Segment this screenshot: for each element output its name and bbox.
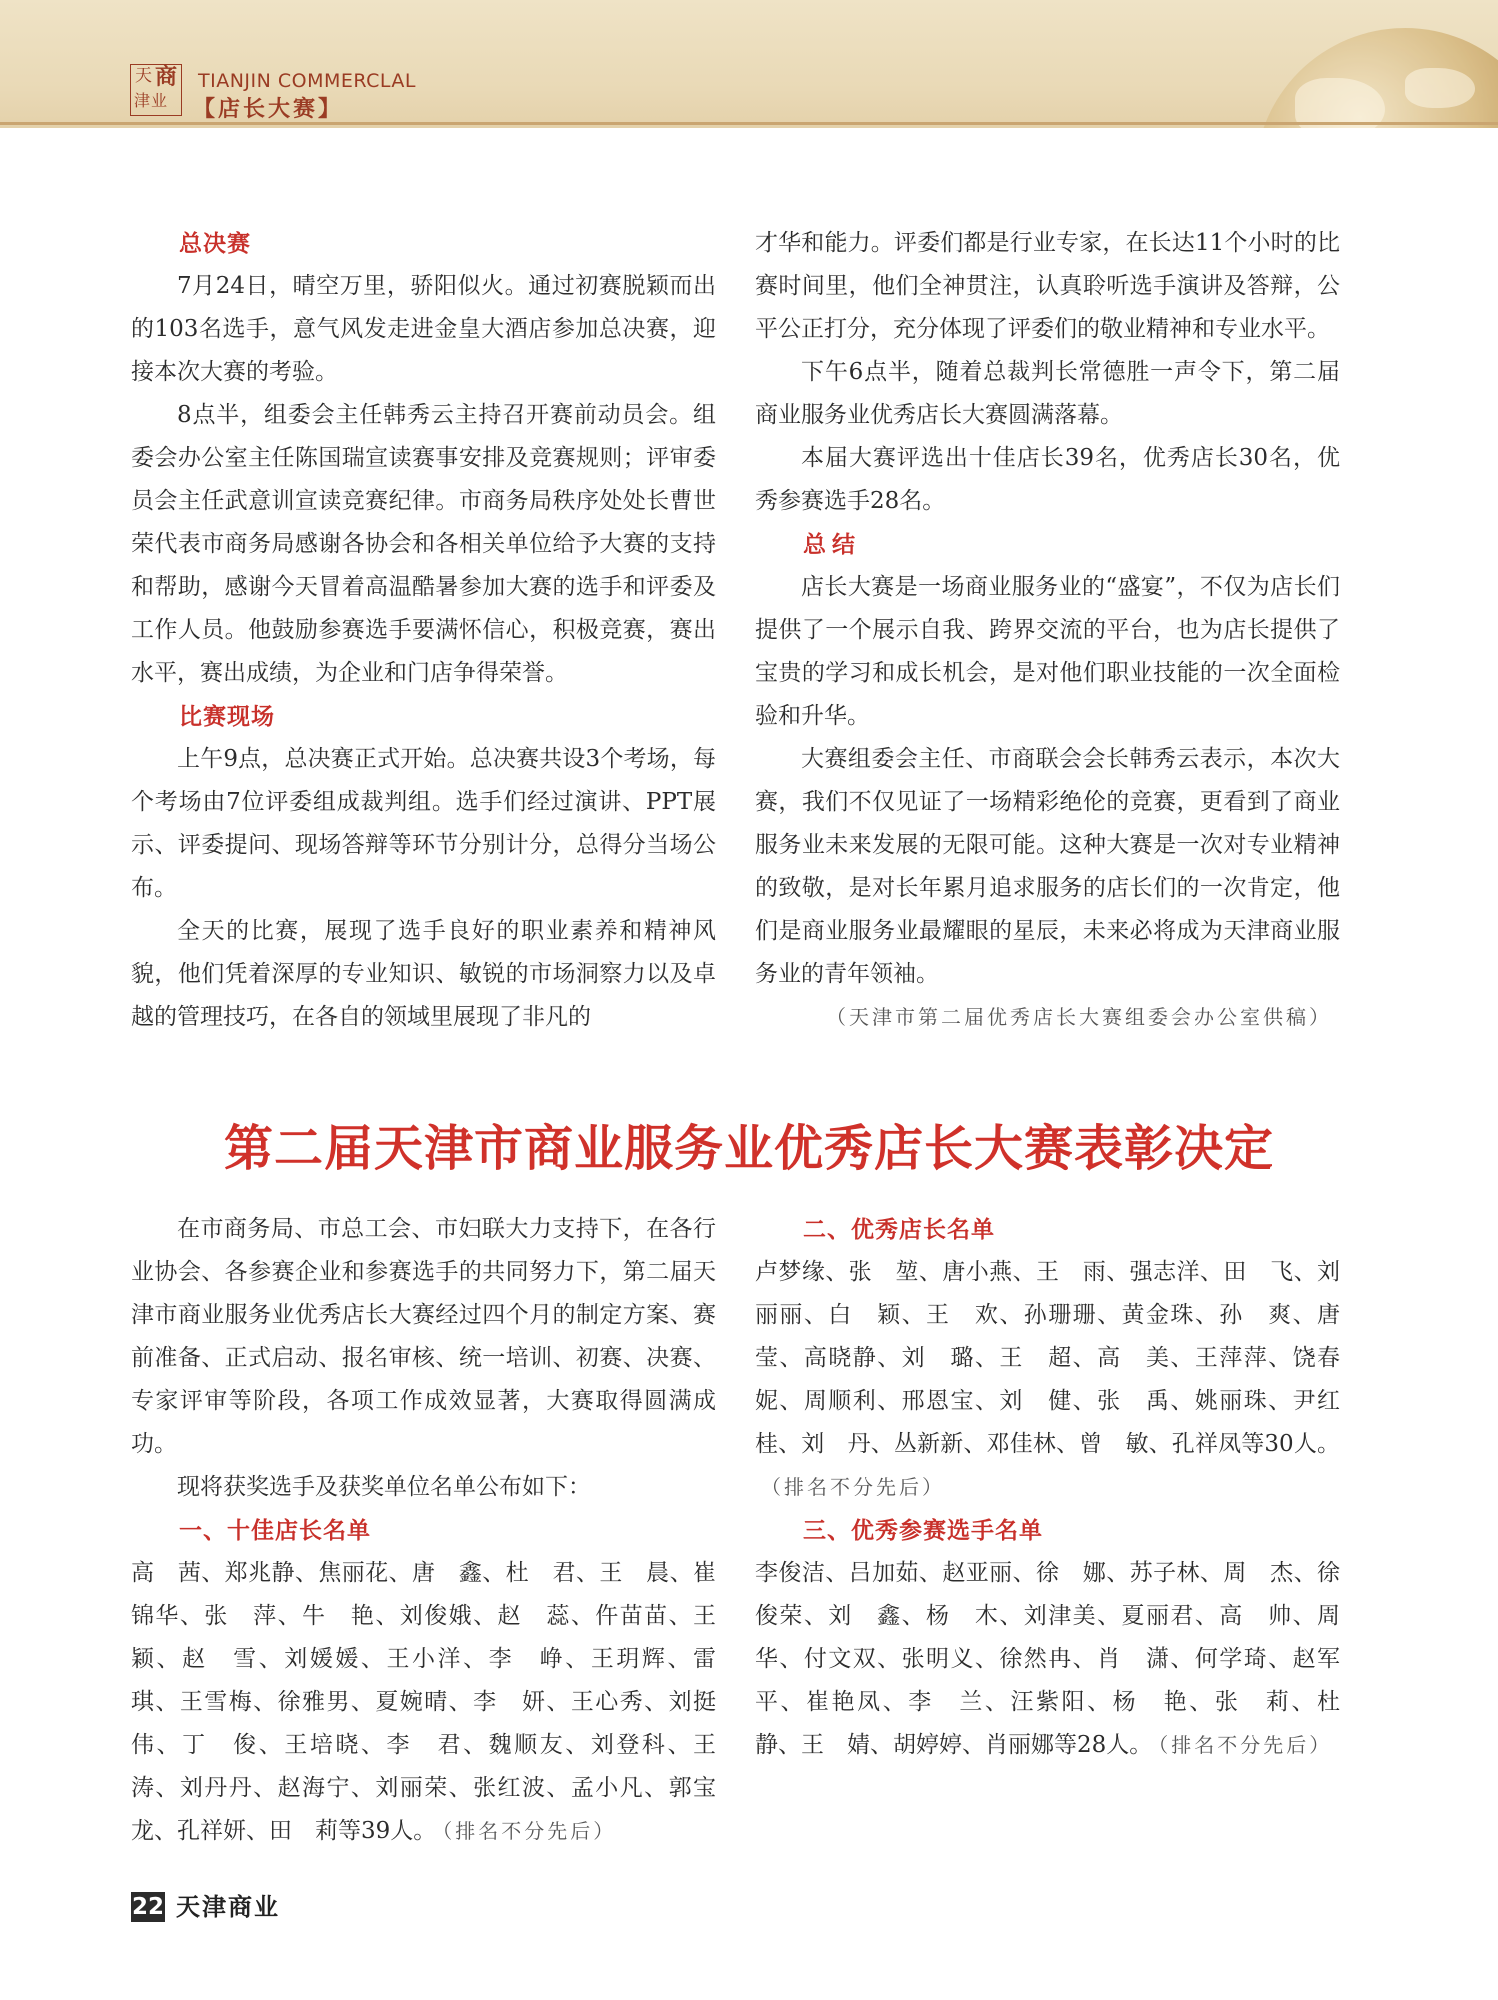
section2-note: （排名不分先后） [761,1475,945,1499]
paragraph: 上午9点，总决赛正式开始。总决赛共设3个考场，每个考场由7位评委组成裁判组。选手们经过演讲、PPT展示、评委提问、现场答辩等环节分别计分，总得分当场公布。 [131,746,716,901]
section1-names [131,1552,739,1853]
paragraph: 大赛组委会主任、市商联会会长韩秀云表示，本次大赛，我们不仅见证了一场精彩绝伦的竞赛，更看到了商业服务业未来发展的无限可能。这种大赛是一次对专业精神的致敬，是对长年累月追求服务的店长们的一次肯定，他们是商业服务业最耀眼的星辰，未来必将成为天津商业服务业的青年领袖。 [755,746,1340,987]
paragraph: 7月24日，晴空万里，骄阳似火。通过初赛脱颖而出的103名选手，意气风发走进金皇大酒店参加总决赛，迎接本次大赛的考验。 [131,273,716,385]
paragraph-continued: 才华和能力。评委们都是行业专家，在长达11个小时的比赛时间里，他们全神贯注，认真聆听选手演讲及答辩，公平公正打分，充分体现了评委们的敬业精神和专业水平。 [755,230,1340,342]
decision-announce: 现将获奖选手及获奖单位名单公布如下： [177,1474,591,1500]
globe-decoration [1255,28,1498,128]
logo-char-3: 津业 [134,91,169,110]
logo-char-1: 天 [135,66,152,86]
section1-note: （排名不分先后） [442,1819,617,1843]
section3-note: （排名不分先后） [1158,1733,1333,1757]
section2-names-text: 卢梦缘、张 堃、唐小燕、王 雨、强志洋、田 飞、刘丽丽、白 颖、王 欢、孙珊珊、黄金珠、孙 爽、唐 莹、高晓静、刘 璐、王 超、高 美、王萍萍、饶春妮、周顺利、邢恩宝、刘 健、张 禹、姚丽珠、尹红桂、刘 丹、丛新新、邓佳林、曾 敏、孔祥凤等30人。 [755,1259,1363,1457]
decision-intro: 在市商务局、市总工会、市妇联大力支持下，在各行业协会、各参赛企业和参赛选手的共同努力下，第二届天津市商业服务业优秀店长大赛经过四个月的制定方案、赛前准备、正式启动、报名审核、统一培训、初赛、决赛、专家评审等阶段，各项工作成效显著，大赛取得圆满成功。 [131,1216,716,1457]
page-header [0,0,1498,128]
article-column-right [755,222,1340,1039]
article-column-left [131,222,716,1039]
page-number: 22 [131,1894,164,1920]
paragraph: 全天的比赛，展现了选手良好的职业素养和精神风貌，他们凭着深厚的专业知识、敏锐的市场洞察力以及卓越的管理技巧，在各自的领域里展现了非凡的 [131,918,716,1030]
section1-title: 一、十佳店长名单 [179,1517,371,1544]
section1-names-text: 高 茜、郑兆静、焦丽花、唐 鑫、杜 君、王 晨、崔锦华、张 萍、牛 艳、刘俊娥、赵 蕊、仵苗苗、王 颖、赵 雪、刘媛媛、王小洋、李 峥、王玥辉、雷 琪、王雪梅、徐雅男、夏婉晴、李 妍、王心秀、刘挺伟、丁 俊、王培晓、李 君、魏顺友、刘登科、王 涛、刘丹丹、赵海宁、刘丽荣、张红波、孟小凡、郭宝龙、孔祥妍、田 莉等39人。 [131,1560,739,1844]
paragraph: 下午6点半，随着总裁判长常德胜一声令下，第二届商业服务业优秀店长大赛圆满落幕。 [755,359,1340,428]
paragraph: 本届大赛评选出十佳店长39名，优秀店长30名，优秀参赛选手28名。 [755,445,1340,514]
footer-magazine-name: 天津商业 [176,1892,280,1921]
paragraph: 8点半，组委会主任韩秀云主持召开赛前动员会。组委会办公室主任陈国瑞宣读赛事安排及竞赛规则；评审委员会主任武意训宣读竞赛纪律。市商务局秩序处处长曹世荣代表市商务局感谢各协会和各相关单位给予大赛的支持和帮助，感谢今天冒着高温酷暑参加大赛的选手和评委及工作人员。他鼓励参赛选手要满怀信心，积极竞赛，赛出水平，赛出成绩，为企业和门店争得荣誉。 [131,402,716,686]
decision-title: 第二届天津市商业服务业优秀店长大赛表彰决定 [223,1120,1274,1177]
subheading-scene: 比赛现场 [179,703,275,730]
paragraph: 店长大赛是一场商业服务业的“盛宴”，不仅为店长们提供了一个展示自我、跨界交流的平台，也为店长提供了宝贵的学习和成长机会，是对他们职业技能的一次全面检验和升华。 [755,574,1340,729]
section3-names [755,1552,1363,1767]
section-label: 【店长大赛】 [193,96,344,122]
subheading-final: 总决赛 [179,230,251,257]
subheading-summary: 总结 [803,531,861,558]
section2-names [755,1251,1363,1509]
magazine-english-name: TIANJIN COMMERCLAL [198,70,417,92]
decision-column-right [755,1208,1363,1767]
decision-column-left [131,1208,739,1853]
logo-char-2: 商 [155,64,178,90]
section2-title: 二、优秀店长名单 [803,1216,995,1243]
source-credit: （天津市第二届优秀店长大赛组委会办公室供稿） [826,1005,1332,1029]
section3-names-text: 李俊洁、吕加茹、赵亚丽、徐 娜、苏子林、周 杰、徐俊荣、刘 鑫、杨 木、刘津美、夏丽君、高 帅、周 华、付文双、张明义、徐然冉、肖 潇、何学琦、赵军平、崔艳凤、李 兰、汪紫阳、杨 艳、张 莉、杜 静、王 婧、胡婷婷、肖丽娜等28人。 [755,1560,1363,1758]
magazine-logo [130,64,182,116]
section3-title: 三、优秀参赛选手名单 [803,1517,1043,1544]
